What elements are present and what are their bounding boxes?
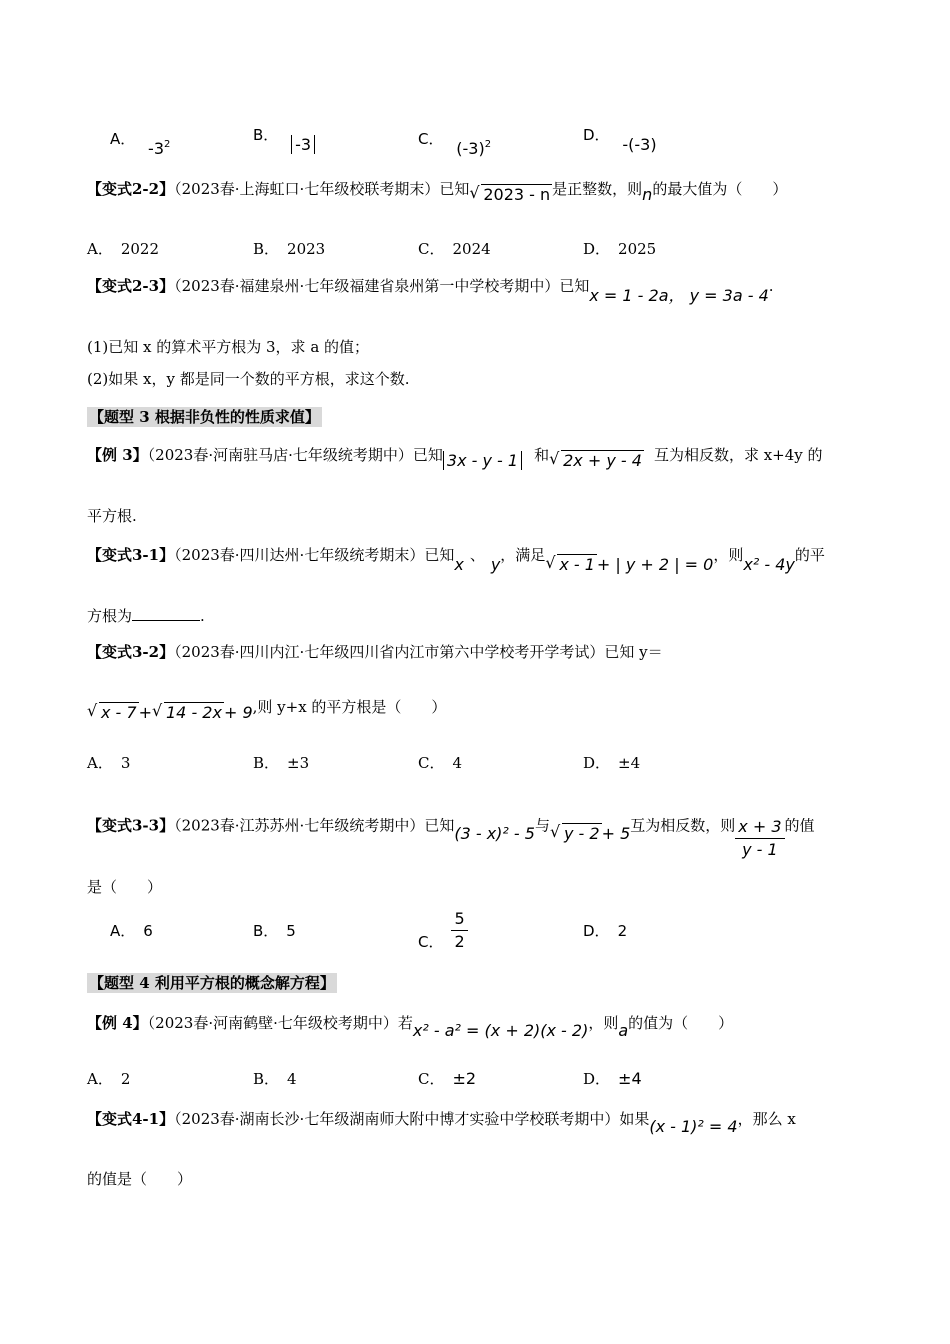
question-text: . [768, 277, 774, 295]
option-label: B． [253, 240, 280, 258]
fraction [735, 816, 784, 861]
radical-sign-icon: √ [152, 701, 163, 720]
option-value: ±4 [618, 1069, 642, 1088]
option-a [87, 752, 130, 774]
option-c [418, 124, 492, 158]
option-b [253, 1068, 297, 1090]
option-label: D． [583, 754, 611, 772]
option-d [583, 238, 656, 260]
question-v3-2 [87, 641, 663, 663]
option-c [418, 908, 468, 953]
option-label: B． [253, 126, 279, 144]
radical-sign-icon: √ [545, 553, 556, 572]
question-v4-1 [87, 1108, 796, 1136]
option-value: 2024 [452, 240, 491, 258]
question-tag: 【变式2-2】 [87, 180, 175, 198]
option-value: ±2 [452, 1069, 477, 1088]
expression [87, 703, 253, 722]
question-text: ，那么 x [737, 1110, 796, 1128]
option-label: C． [418, 933, 444, 951]
option-value: ±4 [618, 754, 641, 772]
sub-question-1: (1)已知 x 的算术平方根为 3，求 a 的值； [87, 338, 370, 356]
option-value: 3 [120, 754, 131, 772]
question-line [87, 605, 205, 627]
question-ex4 [87, 1012, 734, 1040]
radical-sign-icon: √ [549, 449, 560, 468]
question-tag: 【变式4-1】 [87, 1110, 175, 1128]
radical-sign-icon: √ [87, 701, 98, 720]
option-value: 2025 [618, 240, 657, 258]
section-heading [87, 972, 337, 994]
option-value: -(-3) [622, 135, 657, 154]
question-source: （2023春·江苏苏州·七年级统考期中） [174, 816, 425, 835]
option-label: D． [583, 922, 610, 940]
radicand: x - 1 [559, 555, 595, 574]
option-c [418, 238, 491, 260]
question-text: ，则 [713, 546, 744, 564]
question-v2-3 [87, 275, 774, 305]
question-text: 和 [534, 446, 550, 464]
radical-sign-icon: √ [549, 821, 561, 841]
section-heading-text: 【题型 3 根据非负性的性质求值】 [89, 408, 320, 426]
question-text: 已知 [424, 816, 455, 835]
option-label: C． [418, 1070, 445, 1088]
option-c [418, 752, 462, 774]
question-text: ，满足 [500, 546, 546, 564]
option-label: A． [87, 754, 113, 772]
option-label: A． [110, 922, 136, 940]
expression [545, 555, 713, 574]
question-text: 已知 y＝ [604, 643, 663, 661]
option-value: ±3 [287, 754, 310, 772]
question-v2-2 [87, 178, 788, 204]
question-text: 的值为（ ） [628, 1014, 734, 1032]
variable: a [618, 1021, 629, 1040]
question-source: （2023春·湖南长沙·七年级湖南师大附中博才实验中学校联考期中） [174, 1110, 620, 1128]
question-text: 的值 [784, 816, 815, 835]
radical-sign-icon: √ [469, 183, 480, 202]
option-label: C． [418, 130, 444, 148]
operator: + [138, 703, 152, 722]
option-label: D． [583, 1070, 611, 1088]
question-tag: 【例 4】 [87, 1014, 148, 1032]
option-value: 2023 [287, 240, 326, 258]
question-text: 的值是（ ） [87, 1170, 193, 1188]
question-tag: 【变式3-2】 [87, 643, 175, 661]
option-a [87, 238, 159, 260]
radical [469, 184, 552, 206]
option-value: 4 [287, 1070, 297, 1088]
expression: x² - 4y [743, 555, 795, 574]
question-text: ,则 y+x 的平方根是（ ） [252, 698, 447, 716]
question-v3-1 [87, 544, 825, 574]
question-text: 互为相反数，则 [630, 816, 736, 835]
question-source: （2023春·河南驻马店·七年级统考期中） [147, 446, 413, 464]
option-value: 2022 [120, 240, 160, 258]
expression-rest: + | y + 2 | = 0 [596, 555, 714, 574]
question-text: 与 [534, 816, 550, 835]
question-text: . [200, 607, 205, 625]
expression: x = 1 - 2a， y = 3a - 4 [589, 286, 769, 305]
option-a [87, 1068, 130, 1090]
option-value: 5 [286, 922, 296, 940]
option-label: D． [583, 126, 610, 144]
expression-rest: + 9 [223, 703, 253, 722]
variable: y [490, 555, 501, 574]
option-label: A． [87, 240, 113, 258]
option-b [253, 238, 325, 260]
option-label: A． [87, 1070, 113, 1088]
expression: (3 - x)² - 5 [454, 823, 535, 843]
option-b [253, 752, 309, 774]
expression [549, 821, 631, 843]
option-value: 6 [143, 922, 153, 940]
denominator: y - 1 [742, 840, 778, 859]
option-b [253, 124, 315, 154]
question-text: 互为相反数，求 x+4y 的 [653, 446, 823, 464]
section-heading-text: 【题型 4 利用平方根的概念解方程】 [89, 974, 335, 992]
expression-rest: + 5 [601, 823, 631, 843]
option-value: -3 [291, 135, 315, 154]
question-source: （2023春·河南鹤壁·七年级校考期中） [147, 1014, 398, 1032]
radical [549, 450, 644, 472]
option-label: B． [253, 1070, 280, 1088]
option-value: 4 [452, 754, 463, 772]
variable: n [642, 185, 653, 204]
radicand: y - 2 [563, 823, 600, 843]
option-label: C． [418, 754, 445, 772]
question-text: 已知 [439, 180, 470, 198]
radicand: 2x + y - 4 [563, 451, 642, 470]
option-d [583, 1068, 642, 1090]
option-b [253, 920, 296, 942]
question-text: 若 [397, 1014, 413, 1032]
question-tag: 【变式3-3】 [87, 816, 175, 835]
question-ex3 [87, 444, 823, 470]
option-value: 2 [120, 1070, 131, 1088]
question-text: 平方根. [87, 507, 137, 525]
option-value: $(-3)^2$ [456, 139, 492, 158]
fraction [451, 908, 467, 953]
question-source: （2023春·四川内江·七年级四川省内江市第六中学校考开学考试） [174, 643, 605, 661]
question-text: 的平 [794, 546, 825, 564]
radicand: 2023 - n [483, 185, 551, 204]
option-label: D． [583, 240, 611, 258]
question-text: 是（ ） [87, 878, 163, 896]
absolute-value: 3x - y - 1 [443, 451, 522, 470]
question-tag: 【变式3-1】 [87, 546, 175, 564]
question-source: （2023春·上海虹口·七年级校联考期末） [174, 180, 440, 198]
question-text: 方根为 [87, 607, 133, 625]
numerator: x + 3 [735, 816, 784, 839]
question-text: 已知 [424, 546, 455, 564]
option-label: B． [253, 922, 279, 940]
question-source: （2023春·福建泉州·七年级福建省泉州第一中学校考期中） [174, 277, 560, 295]
option-value: 2 [617, 922, 628, 940]
variable: x [454, 555, 464, 574]
question-text: ，则 [588, 1014, 619, 1032]
option-d [583, 920, 627, 942]
question-v3-3 [87, 804, 815, 859]
question-text: 的最大值为（ ） [652, 180, 788, 198]
answer-blank [132, 620, 200, 621]
expression: (x - 1)² = 4 [649, 1117, 738, 1136]
question-source: （2023春·四川达州·七年级统考期末） [174, 546, 425, 564]
question-text: 、 [469, 546, 485, 564]
option-c [418, 1068, 476, 1090]
question-text: 已知 [559, 277, 590, 295]
question-tag: 【例 3】 [87, 446, 148, 464]
option-label: B． [253, 754, 280, 772]
option-a [110, 124, 171, 158]
numerator: 5 [451, 908, 467, 931]
question-tag: 【变式2-3】 [87, 277, 175, 295]
question-text: 是正整数，则 [552, 180, 643, 198]
option-label: A． [110, 130, 136, 148]
radicand: 14 - 2x [166, 703, 222, 722]
option-d [583, 124, 657, 154]
section-heading [87, 406, 322, 428]
sub-question-2: (2)如果 x，y 都是同一个数的平方根，求这个数. [87, 370, 410, 388]
radicand: x - 7 [101, 703, 137, 722]
question-text: 已知 [412, 446, 443, 464]
option-a [110, 920, 153, 942]
question-line [87, 696, 447, 722]
expression: x² - a² = (x + 2)(x - 2) [412, 1021, 589, 1040]
question-text: 如果 [619, 1110, 650, 1128]
option-label: C． [418, 240, 445, 258]
option-d [583, 752, 640, 774]
denominator: 2 [454, 932, 465, 951]
option-value: $-3^2$ [148, 139, 171, 158]
